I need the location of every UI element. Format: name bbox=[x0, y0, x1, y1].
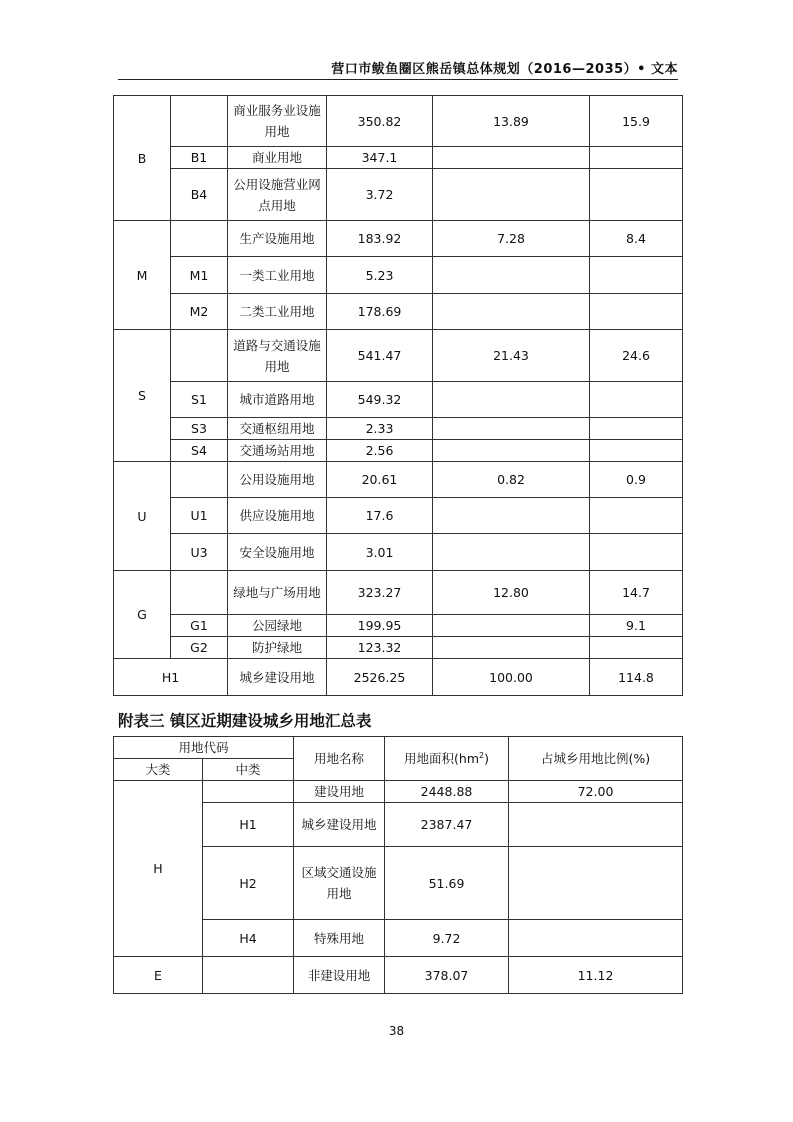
per-capita-cell: 24.6 bbox=[590, 330, 683, 382]
table-row bbox=[114, 221, 683, 257]
percentage-cell bbox=[433, 294, 590, 330]
short-term-land-summary-table bbox=[113, 736, 683, 994]
land-name-cell: 二类工业用地 bbox=[228, 294, 327, 330]
table-row bbox=[114, 781, 683, 803]
table-header-row bbox=[114, 737, 683, 759]
percentage-cell: 100.00 bbox=[433, 659, 590, 696]
land-name-cell: 一类工业用地 bbox=[228, 257, 327, 294]
area-cell: 2.56 bbox=[327, 440, 433, 462]
table-row bbox=[114, 418, 683, 440]
land-name-cell: 生产设施用地 bbox=[228, 221, 327, 257]
medium-code-cell: S3 bbox=[171, 418, 228, 440]
header-area-cell bbox=[385, 737, 509, 781]
area-cell: 347.1 bbox=[327, 147, 433, 169]
header-area-close: ) bbox=[484, 751, 489, 766]
table-row bbox=[114, 147, 683, 169]
land-name-cell: 城乡建设用地 bbox=[294, 803, 385, 847]
medium-code-cell: M2 bbox=[171, 294, 228, 330]
percentage-cell bbox=[433, 418, 590, 440]
medium-code-cell: S4 bbox=[171, 440, 228, 462]
per-capita-cell bbox=[590, 418, 683, 440]
medium-code-cell bbox=[203, 781, 294, 803]
medium-code-cell: B4 bbox=[171, 169, 228, 221]
land-name-cell: 建设用地 bbox=[294, 781, 385, 803]
percentage-cell bbox=[433, 440, 590, 462]
header-code-cell: 用地代码 bbox=[114, 737, 294, 759]
percentage-cell bbox=[433, 534, 590, 571]
land-name-cell: 交通枢纽用地 bbox=[228, 418, 327, 440]
running-header: 营口市鲅鱼圈区熊岳镇总体规划（2016—2035）• 文本 bbox=[331, 62, 678, 77]
medium-code-cell bbox=[203, 957, 294, 994]
land-name-cell: 防护绿地 bbox=[228, 637, 327, 659]
major-code-cell: E bbox=[114, 957, 203, 994]
area-cell: 323.27 bbox=[327, 571, 433, 615]
per-capita-cell bbox=[590, 294, 683, 330]
land-name-cell: 公园绿地 bbox=[228, 615, 327, 637]
land-name-cell: 非建设用地 bbox=[294, 957, 385, 994]
percentage-cell bbox=[433, 498, 590, 534]
table-row bbox=[114, 637, 683, 659]
major-code-cell: H bbox=[114, 781, 203, 957]
land-name-cell: 公用设施营业网点用地 bbox=[228, 169, 327, 221]
medium-code-cell: U1 bbox=[171, 498, 228, 534]
area-cell: 9.72 bbox=[385, 920, 509, 957]
table-row bbox=[114, 615, 683, 637]
area-cell: 178.69 bbox=[327, 294, 433, 330]
land-name-cell: 城市道路用地 bbox=[228, 382, 327, 418]
per-capita-cell bbox=[590, 498, 683, 534]
header-major-cell: 大类 bbox=[114, 759, 203, 781]
area-cell: 378.07 bbox=[385, 957, 509, 994]
medium-code-cell bbox=[171, 96, 228, 147]
per-capita-cell bbox=[590, 382, 683, 418]
medium-code-cell: B1 bbox=[171, 147, 228, 169]
area-cell: 2387.47 bbox=[385, 803, 509, 847]
land-name-cell: 供应设施用地 bbox=[228, 498, 327, 534]
per-capita-cell: 14.7 bbox=[590, 571, 683, 615]
per-capita-cell bbox=[590, 440, 683, 462]
major-code-cell: U bbox=[114, 462, 171, 571]
per-capita-cell bbox=[590, 534, 683, 571]
percentage-cell bbox=[433, 169, 590, 221]
land-name-cell: 绿地与广场用地 bbox=[228, 571, 327, 615]
major-code-cell: M bbox=[114, 221, 171, 330]
medium-code-cell: H2 bbox=[203, 847, 294, 920]
ratio-cell bbox=[509, 920, 683, 957]
ratio-cell bbox=[509, 803, 683, 847]
medium-code-cell: S1 bbox=[171, 382, 228, 418]
area-cell: 123.32 bbox=[327, 637, 433, 659]
per-capita-cell bbox=[590, 147, 683, 169]
table-row bbox=[114, 294, 683, 330]
percentage-cell bbox=[433, 147, 590, 169]
area-cell: 3.72 bbox=[327, 169, 433, 221]
medium-code-cell: G1 bbox=[171, 615, 228, 637]
land-name-cell: 安全设施用地 bbox=[228, 534, 327, 571]
land-name-cell: 商业用地 bbox=[228, 147, 327, 169]
area-cell: 2.33 bbox=[327, 418, 433, 440]
header-medium-cell: 中类 bbox=[203, 759, 294, 781]
area-cell: 199.95 bbox=[327, 615, 433, 637]
header-rule bbox=[118, 79, 678, 80]
medium-code-cell: G2 bbox=[171, 637, 228, 659]
ratio-cell: 72.00 bbox=[509, 781, 683, 803]
per-capita-cell bbox=[590, 169, 683, 221]
table-row bbox=[114, 498, 683, 534]
medium-code-cell bbox=[171, 330, 228, 382]
percentage-cell: 21.43 bbox=[433, 330, 590, 382]
table-row bbox=[114, 571, 683, 615]
land-name-cell: 公用设施用地 bbox=[228, 462, 327, 498]
area-cell: 5.23 bbox=[327, 257, 433, 294]
land-use-table-continued bbox=[113, 95, 683, 696]
per-capita-cell: 114.8 bbox=[590, 659, 683, 696]
table-row bbox=[114, 440, 683, 462]
table-row bbox=[114, 257, 683, 294]
percentage-cell bbox=[433, 637, 590, 659]
area-cell: 17.6 bbox=[327, 498, 433, 534]
medium-code-cell bbox=[171, 462, 228, 498]
superscript-two: 2 bbox=[479, 750, 485, 760]
medium-code-cell: H1 bbox=[203, 803, 294, 847]
area-cell: 2526.25 bbox=[327, 659, 433, 696]
header-area-text: 用地面积(hm bbox=[404, 751, 480, 766]
per-capita-cell: 9.1 bbox=[590, 615, 683, 637]
percentage-cell: 7.28 bbox=[433, 221, 590, 257]
medium-code-cell bbox=[171, 221, 228, 257]
table-row bbox=[114, 462, 683, 498]
medium-code-cell bbox=[171, 571, 228, 615]
medium-code-cell: M1 bbox=[171, 257, 228, 294]
table-row bbox=[114, 169, 683, 221]
area-cell: 541.47 bbox=[327, 330, 433, 382]
percentage-cell: 12.80 bbox=[433, 571, 590, 615]
table-row bbox=[114, 957, 683, 994]
total-code-cell: H1 bbox=[114, 659, 228, 696]
major-code-cell: S bbox=[114, 330, 171, 462]
table-row bbox=[114, 96, 683, 147]
table-row bbox=[114, 382, 683, 418]
area-cell: 549.32 bbox=[327, 382, 433, 418]
table-row bbox=[114, 534, 683, 571]
land-name-cell: 交通场站用地 bbox=[228, 440, 327, 462]
ratio-cell: 11.12 bbox=[509, 957, 683, 994]
area-cell: 2448.88 bbox=[385, 781, 509, 803]
land-name-cell: 城乡建设用地 bbox=[228, 659, 327, 696]
per-capita-cell: 15.9 bbox=[590, 96, 683, 147]
header-ratio-cell: 占城乡用地比例(%) bbox=[509, 737, 683, 781]
per-capita-cell: 0.9 bbox=[590, 462, 683, 498]
area-cell: 183.92 bbox=[327, 221, 433, 257]
area-cell: 20.61 bbox=[327, 462, 433, 498]
land-name-cell: 区域交通设施用地 bbox=[294, 847, 385, 920]
percentage-cell bbox=[433, 615, 590, 637]
table-row bbox=[114, 330, 683, 382]
page-number: 38 bbox=[388, 1024, 405, 1038]
land-name-cell: 商业服务业设施用地 bbox=[228, 96, 327, 147]
percentage-cell: 13.89 bbox=[433, 96, 590, 147]
per-capita-cell: 8.4 bbox=[590, 221, 683, 257]
land-name-cell: 特殊用地 bbox=[294, 920, 385, 957]
table-total-row bbox=[114, 659, 683, 696]
percentage-cell: 0.82 bbox=[433, 462, 590, 498]
per-capita-cell bbox=[590, 257, 683, 294]
area-cell: 3.01 bbox=[327, 534, 433, 571]
ratio-cell bbox=[509, 847, 683, 920]
land-name-cell: 道路与交通设施用地 bbox=[228, 330, 327, 382]
table-caption: 附表三 镇区近期建设城乡用地汇总表 bbox=[118, 712, 372, 730]
percentage-cell bbox=[433, 382, 590, 418]
per-capita-cell bbox=[590, 637, 683, 659]
percentage-cell bbox=[433, 257, 590, 294]
medium-code-cell: H4 bbox=[203, 920, 294, 957]
area-cell: 51.69 bbox=[385, 847, 509, 920]
medium-code-cell: U3 bbox=[171, 534, 228, 571]
header-name-cell: 用地名称 bbox=[294, 737, 385, 781]
major-code-cell: G bbox=[114, 571, 171, 659]
major-code-cell: B bbox=[114, 96, 171, 221]
area-cell: 350.82 bbox=[327, 96, 433, 147]
